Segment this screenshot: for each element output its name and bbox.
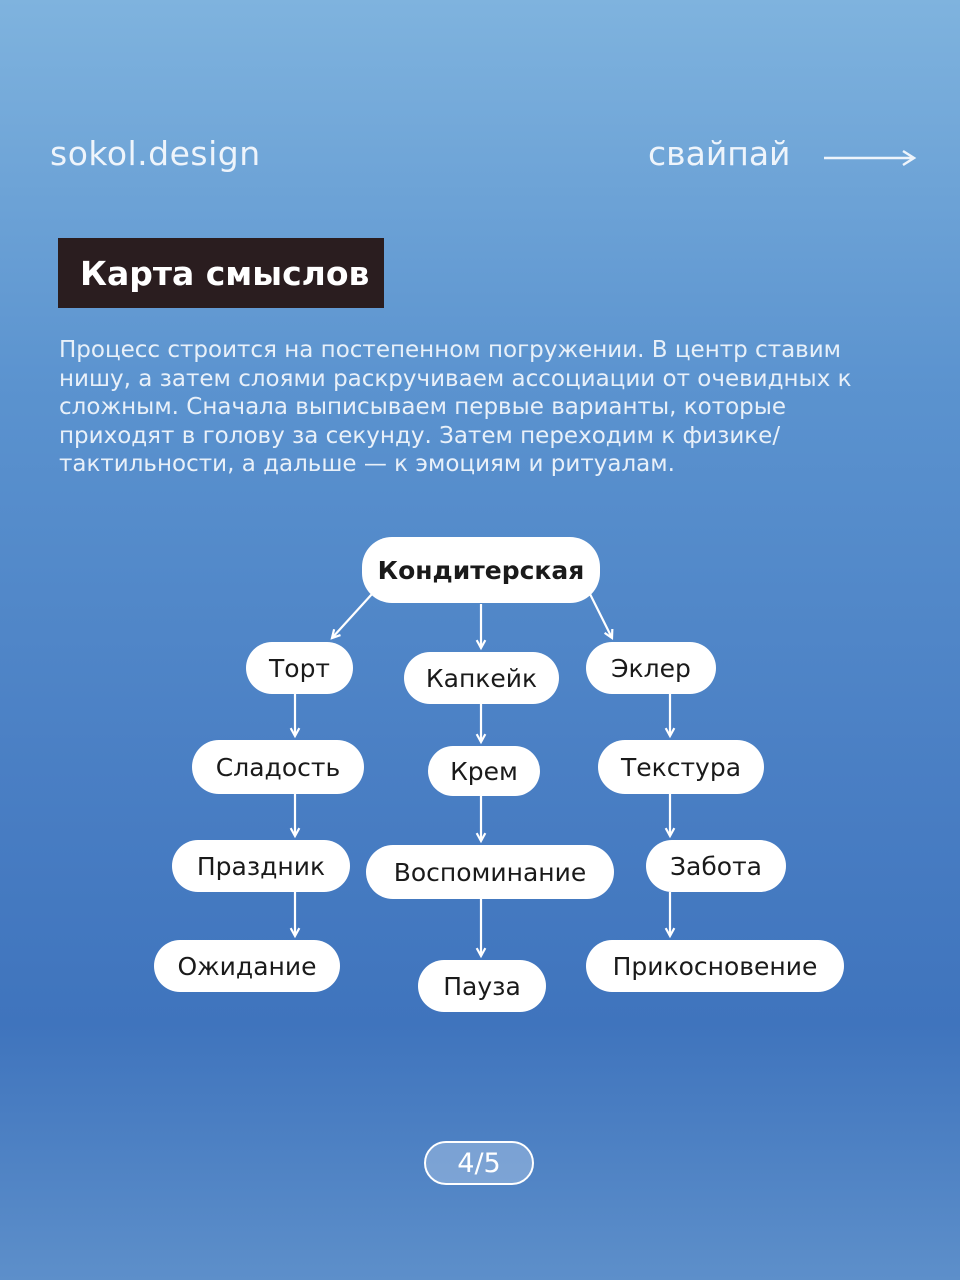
node-label: Капкейк <box>425 663 538 693</box>
node-krem <box>428 746 540 796</box>
connector-root-tort <box>332 594 372 638</box>
connector-root-ekler <box>590 594 612 638</box>
node-prazdnik <box>172 840 350 892</box>
node-label: Крем <box>450 756 518 786</box>
node-label: Эклер <box>611 653 691 683</box>
description: Процесс строится на постепенном погружении. В центр ставим нишу, а затем слоями раскручиваем ассоциации от очевидных к сложным. Сначала выписываем первые варианты, которые приходят в голову за секунду. Затем переходим к физике/тактильности, а дальше — к эмоциям и ритуалам. <box>59 337 852 477</box>
node-ekler <box>586 642 716 694</box>
node-label: Кондитерская <box>377 555 585 585</box>
node-label: Текстура <box>620 752 742 782</box>
node-root <box>362 537 600 603</box>
node-ozhidanie <box>154 940 340 992</box>
page-indicator <box>424 1141 534 1185</box>
node-prikosnovenie <box>586 940 844 992</box>
node-label: Прикосновение <box>612 951 818 981</box>
node-label: Праздник <box>196 851 326 881</box>
node-label: Сладость <box>215 752 341 782</box>
swipe-hint: свайпай <box>648 134 791 173</box>
node-sladost <box>192 740 364 794</box>
node-label: Воспоминание <box>393 857 587 887</box>
node-zabota <box>646 840 786 892</box>
node-vospominanie <box>366 845 614 899</box>
node-pauza <box>418 960 546 1012</box>
node-label: Ожидание <box>177 951 317 981</box>
node-kapkeik <box>404 652 559 704</box>
node-label: Пауза <box>443 971 521 1001</box>
brand-name: sokol.design <box>50 134 261 173</box>
page-title: Карта смыслов <box>80 253 370 293</box>
page-indicator-label: 4/5 <box>457 1147 501 1179</box>
node-label: Торт <box>269 653 330 683</box>
node-label: Забота <box>670 851 762 881</box>
node-tekstura <box>598 740 764 794</box>
node-tort <box>246 642 353 694</box>
